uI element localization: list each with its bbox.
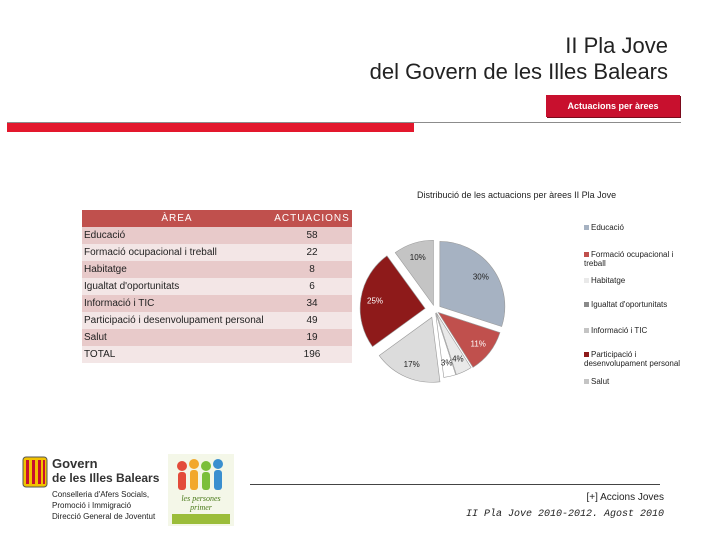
legend-label: Igualtat d'oportunitats	[591, 300, 668, 309]
legend-swatch	[584, 278, 589, 283]
pie-slice-label: 3%	[440, 358, 453, 368]
gov-name-line2: de les Illes Balears	[52, 471, 160, 485]
legend-label: Informació i TIC	[591, 326, 648, 335]
table-row	[82, 295, 352, 312]
table-cell-count: 8	[272, 261, 352, 278]
legend-item	[584, 326, 694, 335]
red-accent-bar	[7, 123, 414, 132]
table-cell-area: Igualtat d'oportunitats	[82, 278, 272, 295]
pie-slice-label: 25%	[367, 296, 384, 306]
table-row	[82, 329, 352, 346]
table-row	[82, 227, 352, 244]
legend-item	[584, 377, 694, 386]
table-cell-area: Habitatge	[82, 261, 272, 278]
pie-chart	[350, 225, 520, 395]
legend-label: Salut	[591, 377, 610, 386]
legend-label: Formació ocupacional i treball	[584, 250, 674, 268]
table-header-count: ACTUACIONS	[272, 210, 352, 227]
legend-item	[584, 250, 694, 268]
page-title-line2: del Govern de les Illes Balears	[369, 59, 668, 84]
table-cell-count: 19	[272, 329, 352, 346]
lesp-text: les persones primer	[181, 494, 221, 512]
table-row	[82, 346, 352, 363]
pie-slice-label: 10%	[409, 253, 426, 263]
pie-slice-label: 4%	[452, 354, 464, 364]
legend-item	[584, 276, 694, 285]
table-row	[82, 312, 352, 329]
legend-label: Participació i desenvolupament personal	[584, 350, 681, 368]
table-header-area: ÀREA	[82, 210, 272, 227]
legend-item	[584, 223, 694, 232]
table-cell-count: 6	[272, 278, 352, 295]
legend-swatch	[584, 352, 589, 357]
legend-item	[584, 300, 694, 309]
legend-swatch	[584, 252, 589, 257]
people-figures-icon	[168, 454, 234, 526]
pie-slice	[440, 241, 505, 326]
table-cell-count: 49	[272, 312, 352, 329]
table-row	[82, 278, 352, 295]
table-cell-area: Participació i desenvolupament personal	[82, 312, 272, 329]
gov-line3: Direcció General de Joventut	[52, 512, 156, 521]
areas-button[interactable]: Actuacions per àrees	[546, 95, 680, 117]
table-cell-count: 22	[272, 244, 352, 261]
table-cell-area: TOTAL	[82, 346, 272, 363]
table-cell-area: Formació ocupacional i treball	[82, 244, 272, 261]
pie-slice-label: 17%	[403, 359, 420, 369]
legend-item	[584, 350, 694, 368]
pie-slice-label: 30%	[472, 272, 489, 282]
table-cell-count: 34	[272, 295, 352, 312]
gov-name-line1: Govern	[52, 456, 98, 471]
areas-table	[82, 210, 352, 363]
chart-title: Distribució de les actuacions per àrees II Pla Jove	[417, 190, 617, 200]
coat-of-arms-icon	[22, 456, 48, 488]
gov-line2: Promoció i Immigració	[52, 501, 132, 510]
table-cell-count: 196	[272, 346, 352, 363]
table-cell-area: Salut	[82, 329, 272, 346]
pie-slice-label: 11%	[470, 339, 486, 349]
les-persones-primer-logo	[168, 454, 234, 526]
legend-label: Habitatge	[591, 276, 626, 285]
table-cell-area: Informació i TIC	[82, 295, 272, 312]
gov-line1: Conselleria d'Afers Socials,	[52, 490, 150, 499]
legend-swatch	[584, 302, 589, 307]
govern-logo	[22, 454, 162, 526]
table-cell-area: Educació	[82, 227, 272, 244]
legend-swatch	[584, 328, 589, 333]
legend-label: Educació	[591, 223, 624, 232]
accions-joves-link[interactable]: [+] Accions Joves	[586, 492, 664, 503]
footer-divider	[250, 484, 660, 485]
table-row	[82, 244, 352, 261]
legend-swatch	[584, 225, 589, 230]
legend-swatch	[584, 379, 589, 384]
table-cell-count: 58	[272, 227, 352, 244]
page-title-line1: II Pla Jove	[565, 33, 668, 58]
footer-text: II Pla Jove 2010-2012. Agost 2010	[465, 509, 664, 520]
table-row	[82, 261, 352, 278]
